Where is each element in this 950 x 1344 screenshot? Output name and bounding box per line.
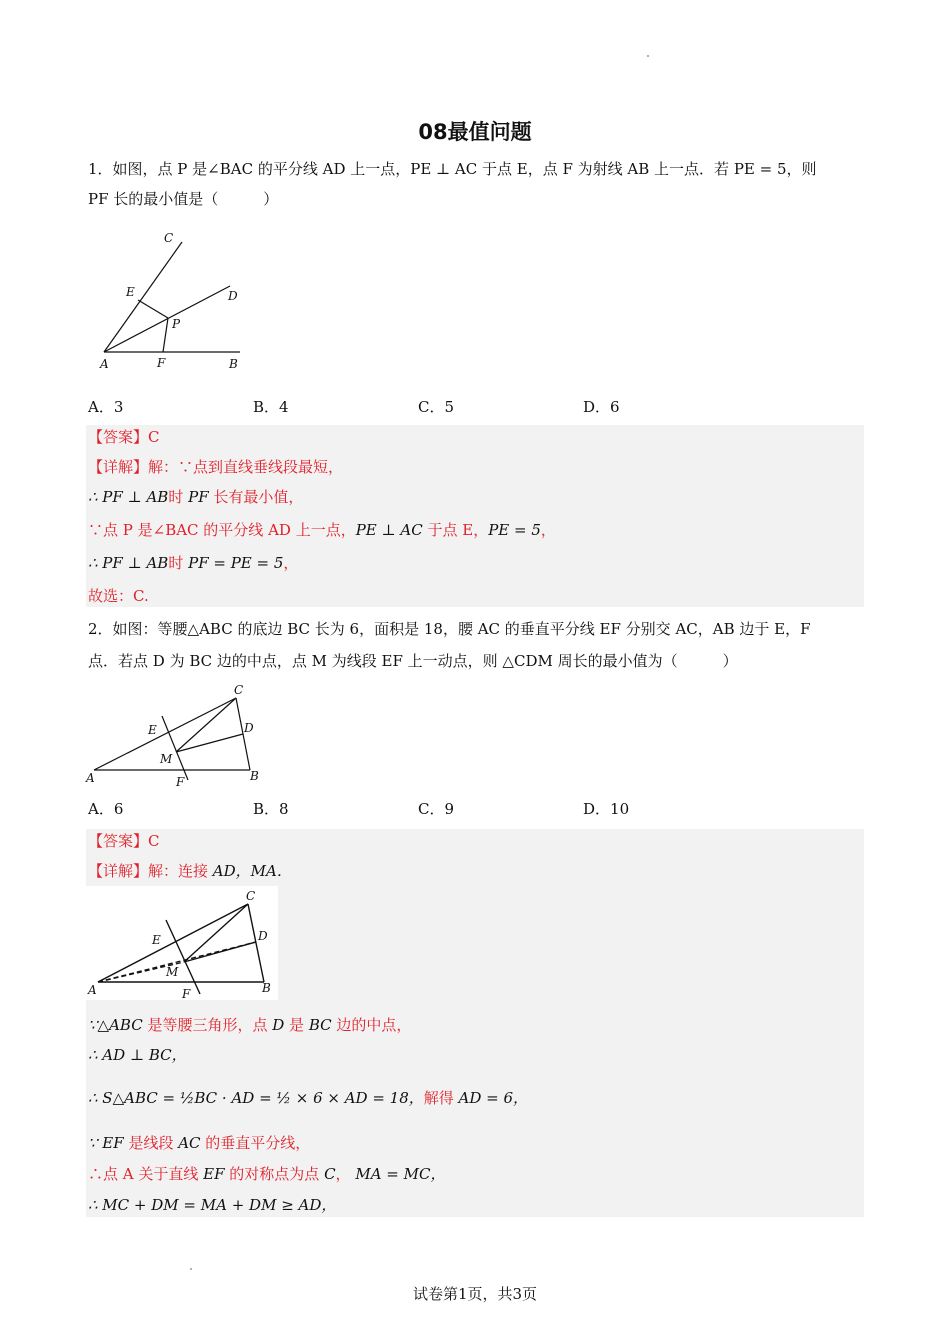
q2-option-a: A．6	[88, 800, 124, 818]
q2-detail-1b: AD，MA．	[212, 862, 292, 880]
q2s-label-d: D	[258, 929, 268, 943]
q1-label-p: P	[172, 317, 181, 331]
q1-detail-4b: 时	[168, 554, 184, 572]
q2-label-d: D	[244, 721, 254, 735]
q2s-label-a: A	[88, 983, 97, 997]
page-title: 08最值问题	[418, 120, 532, 144]
q1-detail-4a: ∴ PF ⊥ AB	[88, 554, 169, 572]
q1-detail-3d: PE = 5	[488, 521, 541, 539]
q1-detail-2a: ∴ PF ⊥ AB	[88, 488, 169, 506]
q1-answer-box	[86, 425, 864, 607]
q1-detail-tag: 【详解】	[88, 458, 149, 476]
q2-detail-2d: 是	[284, 1016, 309, 1034]
q1-detail-2	[88, 486, 303, 508]
q2-detail-6c: EF	[203, 1165, 225, 1183]
q1-text-line1: 1．如图，点 P 是∠BAC 的平分线 AD 上一点，PE ⊥ AC 于点 E，点 F 为射线 AB 上一点．若 PE = 5，则	[88, 160, 817, 178]
q2-detail-5b: 是线段	[123, 1134, 179, 1152]
q1-detail-2c: PF	[183, 488, 214, 506]
q2-detail-5c: AC	[178, 1134, 201, 1152]
q1-label-b: B	[229, 357, 238, 371]
q2-detail-7: ∴ MC + DM = MA + DM ≥ AD，	[88, 1196, 337, 1214]
q1-detail-1	[88, 456, 343, 478]
q2-detail-5a: ∵ EF	[88, 1134, 124, 1152]
q1-answer	[88, 426, 159, 448]
q2-figure	[84, 680, 270, 788]
q2-label-m: M	[160, 752, 173, 766]
q2-option-d: D．10	[583, 800, 630, 818]
q2-detail-6g: MA = MC，	[350, 1165, 446, 1183]
q2-detail-2	[88, 1014, 411, 1036]
q2-detail-2e: BC	[308, 1016, 332, 1034]
q2-label-c: C	[234, 683, 244, 697]
q1-detail-3a: ∵点 P 是∠BAC 的平分线 AD 上一点，	[88, 521, 356, 539]
q2-detail-4c: AD = 6，	[453, 1089, 529, 1107]
q1-text-line2: PF 长的最小值是（ ）	[88, 190, 279, 208]
q1-detail-2b: 时	[168, 488, 184, 506]
q2-detail-1	[88, 860, 292, 882]
q2-detail-4a: ∴ S△ABC = ½BC · AD = ½ × 6 × AD = 18，	[88, 1089, 424, 1107]
q2-detail-2a: ∵△ABC	[88, 1016, 143, 1034]
q2-detail-3: ∴ AD ⊥ BC，	[88, 1046, 187, 1064]
q2-option-b: B．8	[253, 800, 289, 818]
q2-detail-tag: 【详解】	[88, 862, 149, 880]
q2-answer-text: 【答案】C	[88, 832, 160, 850]
q2-text-line1: 2．如图：等腰△ABC 的底边 BC 长为 6，面积是 18，腰 AC 的垂直平分线 EF 分别交 AC，AB 边于 E，F	[88, 620, 811, 638]
q1-detail-3c: 于点 E，	[422, 521, 489, 539]
q1-label-e: E	[126, 285, 135, 299]
q2s-label-c: C	[246, 889, 256, 903]
q2-label-a: A	[86, 771, 95, 785]
q2-detail-2c: D	[272, 1016, 285, 1034]
q2-detail-4	[88, 1087, 528, 1109]
q2-label-e: E	[148, 723, 157, 737]
page-footer: 试卷第1页，共3页	[412, 1285, 538, 1303]
q1-detail-4	[88, 552, 298, 574]
q2-detail-5d: 的垂直平分线，	[200, 1134, 311, 1152]
q2s-label-f: F	[182, 987, 191, 1000]
q2-answer	[88, 830, 159, 852]
q1-option-a: A．3	[88, 398, 124, 416]
q2-label-b: B	[250, 769, 259, 783]
q1-detail-1-text: 解：∵点到直线垂线段最短，	[148, 458, 344, 476]
q2-text-line2: 点．若点 D 为 BC 边的中点，点 M 为线段 EF 上一动点，则 △CDM 周长的最小值为（ ）	[88, 652, 738, 670]
q2-option-c: C．9	[418, 800, 455, 818]
q1-option-c: C．5	[418, 398, 455, 416]
q2-detail-6	[88, 1163, 445, 1185]
q1-detail-2d: 长有最小值，	[213, 488, 304, 506]
q2-detail-2f: 边的中点，	[331, 1016, 412, 1034]
q1-label-c: C	[164, 231, 174, 245]
q1-answer-text: 【答案】C	[88, 428, 160, 446]
q1-detail-3	[88, 519, 556, 541]
q1-label-f: F	[157, 356, 166, 370]
q1-label-a: A	[100, 357, 109, 371]
q2s-label-e: E	[152, 933, 161, 947]
scan-dot-top	[647, 55, 649, 57]
scan-dot-bottom	[190, 1268, 192, 1270]
q1-option-b: B．4	[253, 398, 289, 416]
q1-detail-3e: ，	[540, 521, 556, 539]
q1-figure	[90, 228, 260, 376]
q2-detail-6b: 关于直线	[138, 1165, 204, 1183]
q1-detail-4d: ，	[283, 554, 299, 572]
q2-detail-6a: ∴点 A	[88, 1165, 139, 1183]
q2-detail-1a: 解：连接	[148, 862, 213, 880]
q2-detail-6e: C	[324, 1165, 336, 1183]
q1-detail-3b: PE ⊥ AC	[355, 521, 423, 539]
q2-detail-2b: 是等腰三角形，点	[142, 1016, 273, 1034]
q2-detail-4b: 解得	[423, 1089, 454, 1107]
q2s-label-m: M	[166, 965, 179, 979]
q1-detail-5: 故选：C.	[88, 587, 149, 605]
q2s-label-b: B	[262, 981, 271, 995]
q2-solution-figure	[86, 886, 278, 1000]
q1-label-d: D	[228, 289, 238, 303]
q2-detail-5	[88, 1132, 310, 1154]
q2-detail-6f: ，	[335, 1165, 351, 1183]
q1-detail-4c: PF = PE = 5	[183, 554, 284, 572]
q2-detail-6d: 的对称点为点	[224, 1165, 325, 1183]
q2-label-f: F	[176, 775, 185, 788]
q1-option-d: D．6	[583, 398, 620, 416]
